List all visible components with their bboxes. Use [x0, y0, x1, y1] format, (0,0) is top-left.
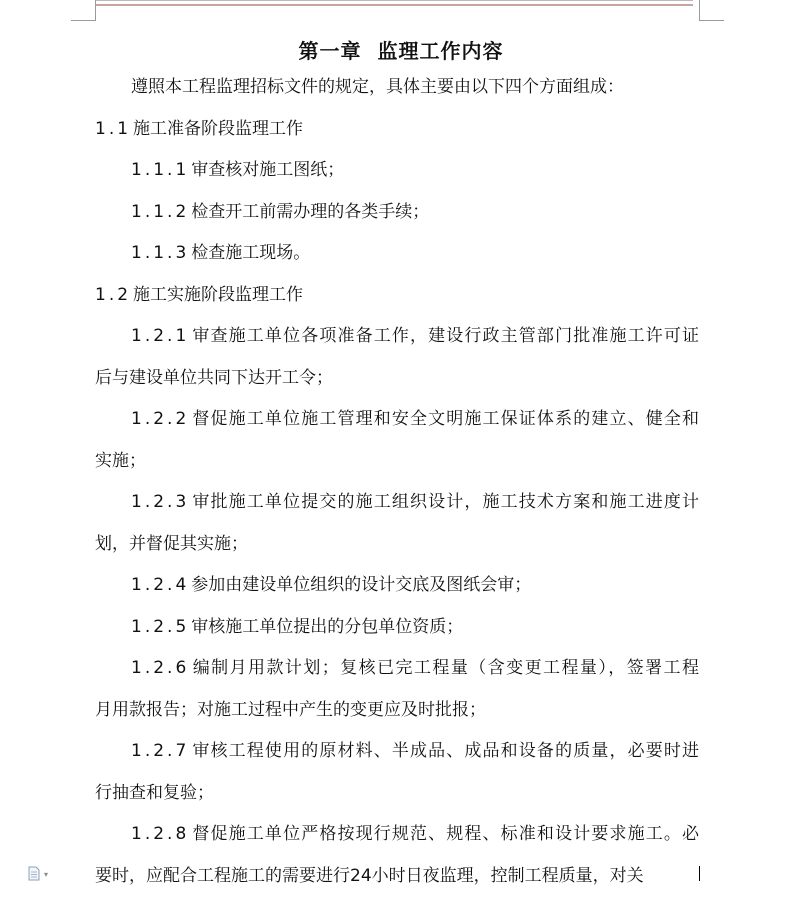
crop-mark-right-horizontal — [699, 20, 724, 21]
list-item-continuation: 实施； — [95, 441, 699, 483]
list-item — [95, 565, 699, 607]
item-text: 检查开工前需办理的各类手续； — [191, 202, 429, 222]
list-item — [95, 233, 699, 275]
document-body[interactable] — [95, 36, 699, 897]
text-cursor — [699, 866, 700, 881]
item-text: 审核工程使用的原材料、半成品、成品和设备的质量，必要时进 — [191, 741, 699, 761]
item-number: 1.2.1 — [131, 326, 189, 346]
item-text: 检查施工现场。 — [191, 243, 310, 263]
item-text: 审批施工单位提交的施工组织设计，施工技术方案和施工进度计 — [191, 492, 699, 512]
section-heading — [95, 109, 699, 151]
document-page-icon[interactable] — [28, 866, 40, 881]
item-number: 1.1.2 — [131, 202, 189, 222]
list-item-continuation: 后与建设单位共同下达开工令； — [95, 358, 699, 400]
item-text: 督促施工单位施工管理和安全文明施工保证体系的建立、健全和 — [191, 409, 699, 429]
chapter-name: 监理工作内容 — [378, 39, 504, 63]
item-number: 1.2.5 — [131, 617, 189, 637]
list-item — [95, 731, 699, 773]
intro-paragraph: 遵照本工程监理招标文件的规定，具体主要由以下四个方面组成： — [95, 67, 699, 109]
list-item-continuation: 划，并督促其实施； — [95, 524, 699, 566]
item-number: 1.2.2 — [131, 409, 189, 429]
crop-mark-right — [699, 0, 700, 20]
item-number: 1.1.1 — [131, 160, 189, 180]
section-heading-text: 施工准备阶段监理工作 — [133, 119, 303, 139]
chapter-title — [95, 36, 699, 66]
item-text: 审查施工单位各项准备工作，建设行政主管部门批准施工许可证 — [191, 326, 699, 346]
list-item-continuation: 行抽查和复验； — [95, 773, 699, 815]
section-number: 1.2 — [95, 285, 131, 305]
list-item — [95, 150, 699, 192]
section-number: 1.1 — [95, 119, 131, 139]
list-item-continuation: 月用款报告；对施工过程中产生的变更应及时批报； — [95, 690, 699, 732]
item-text: 审核施工单位提出的分包单位资质； — [191, 617, 463, 637]
list-item — [95, 399, 699, 441]
page-header-rule — [96, 0, 693, 6]
list-item — [95, 607, 699, 649]
section-heading-text: 施工实施阶段监理工作 — [133, 285, 303, 305]
crop-mark-left-horizontal — [71, 20, 96, 21]
item-number: 1.2.7 — [131, 741, 189, 761]
item-number: 1.2.8 — [131, 824, 189, 844]
list-item-continuation: 要时，应配合工程施工的需要进行24小时日夜监理，控制工程质量，对关 — [95, 856, 699, 897]
list-item — [95, 648, 699, 690]
item-text: 参加由建设单位组织的设计交底及图纸会审； — [191, 575, 531, 595]
item-number: 1.1.3 — [131, 243, 189, 263]
item-number: 1.2.6 — [131, 658, 189, 678]
item-number: 1.2.4 — [131, 575, 189, 595]
crop-mark-left — [95, 0, 96, 20]
chapter-number: 第一章 — [299, 39, 362, 63]
item-text: 编制月用款计划；复核已完工程量（含变更工程量），签署工程 — [191, 658, 699, 678]
section-heading — [95, 275, 699, 317]
item-text: 督促施工单位严格按现行规范、规程、标准和设计要求施工。必 — [191, 824, 699, 844]
item-text: 审查核对施工图纸； — [191, 160, 344, 180]
list-item — [95, 482, 699, 524]
list-item — [95, 814, 699, 856]
list-item — [95, 192, 699, 234]
chevron-down-icon[interactable]: ▾ — [44, 871, 48, 879]
list-item — [95, 316, 699, 358]
item-number: 1.2.3 — [131, 492, 189, 512]
